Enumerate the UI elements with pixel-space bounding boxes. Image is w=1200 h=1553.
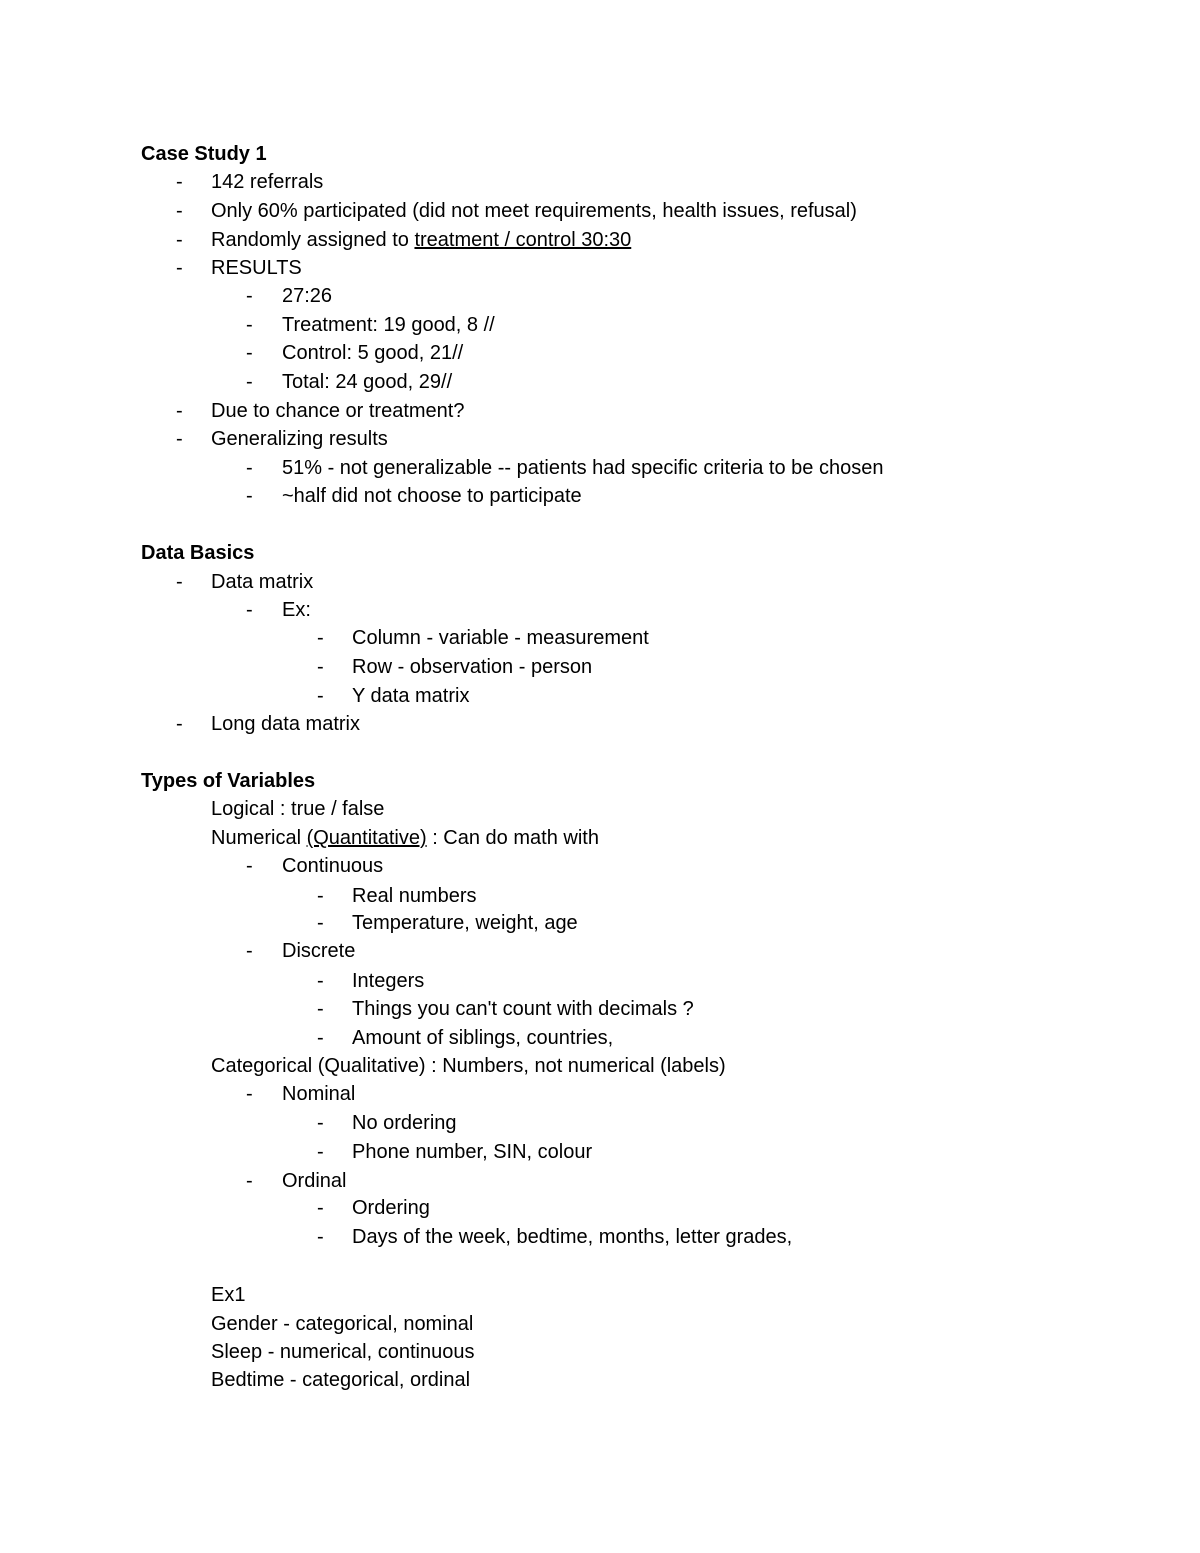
bullet-dash: - xyxy=(246,599,253,621)
bullet-dash: - xyxy=(317,685,324,707)
list-item: Days of the week, bedtime, months, letter grades, xyxy=(352,1226,793,1248)
list-item-text: Randomly assigned to xyxy=(211,229,415,251)
bullet-dash: - xyxy=(317,1027,324,1049)
bullet-dash: - xyxy=(176,571,183,593)
list-item: Ordinal xyxy=(282,1170,347,1192)
bullet-dash: - xyxy=(246,1083,253,1105)
bullet-dash: - xyxy=(176,713,183,735)
list-item: Due to chance or treatment? xyxy=(211,400,465,422)
list-item xyxy=(211,228,631,252)
section-title-types-of-variables: Types of Variables xyxy=(141,770,316,792)
list-item-text: : Can do math with xyxy=(426,827,599,849)
bullet-dash: - xyxy=(176,171,183,193)
list-item: Integers xyxy=(352,970,425,992)
list-item: Ex: xyxy=(282,599,311,621)
section-title-case-study: Case Study 1 xyxy=(141,143,267,165)
bullet-dash: - xyxy=(317,885,324,907)
list-item: Column - variable - measurement xyxy=(352,627,649,649)
example-line: Bedtime - categorical, ordinal xyxy=(211,1369,471,1391)
bullet-dash: - xyxy=(317,627,324,649)
example-line: Sleep - numerical, continuous xyxy=(211,1341,475,1363)
example-label: Ex1 xyxy=(211,1284,246,1306)
bullet-dash: - xyxy=(317,1141,324,1163)
bullet-dash: - xyxy=(176,200,183,222)
list-item: Generalizing results xyxy=(211,428,388,450)
bullet-dash: - xyxy=(246,285,253,307)
list-item: Total: 24 good, 29// xyxy=(282,371,453,393)
bullet-dash: - xyxy=(176,229,183,251)
list-item: Continuous xyxy=(282,855,384,877)
list-item: Phone number, SIN, colour xyxy=(352,1141,593,1163)
bullet-dash: - xyxy=(317,998,324,1020)
list-item: Logical : true / false xyxy=(211,798,385,820)
bullet-dash: - xyxy=(317,656,324,678)
bullet-dash: - xyxy=(176,428,183,450)
list-item: Y data matrix xyxy=(352,685,470,707)
list-item xyxy=(211,826,599,850)
list-item: Temperature, weight, age xyxy=(352,912,578,934)
list-item: Ordering xyxy=(352,1197,430,1219)
bullet-dash: - xyxy=(246,314,253,336)
bullet-dash: - xyxy=(246,855,253,877)
list-item: Data matrix xyxy=(211,571,314,593)
bullet-dash: - xyxy=(246,940,253,962)
bullet-dash: - xyxy=(317,970,324,992)
bullet-dash: - xyxy=(317,1197,324,1219)
underlined-text: (Quantitative) xyxy=(306,827,427,849)
list-item: Categorical (Qualitative) : Numbers, not numerical (labels) xyxy=(211,1055,726,1077)
bullet-dash: - xyxy=(246,457,253,479)
list-item: Only 60% participated (did not meet requirements, health issues, refusal) xyxy=(211,200,857,222)
list-item: Discrete xyxy=(282,940,356,962)
list-item: Things you can't count with decimals ? xyxy=(352,998,694,1020)
underlined-text: treatment / control 30:30 xyxy=(414,229,632,251)
bullet-dash: - xyxy=(176,257,183,279)
bullet-dash: - xyxy=(317,912,324,934)
list-item: Nominal xyxy=(282,1083,356,1105)
list-item: 51% - not generalizable -- patients had specific criteria to be chosen xyxy=(282,457,884,479)
bullet-dash: - xyxy=(317,1112,324,1134)
bullet-dash: - xyxy=(176,400,183,422)
bullet-dash: - xyxy=(246,342,253,364)
bullet-dash: - xyxy=(246,371,253,393)
list-item: 142 referrals xyxy=(211,171,324,193)
bullet-dash: - xyxy=(246,1170,253,1192)
bullet-dash: - xyxy=(317,1226,324,1248)
list-item: ~half did not choose to participate xyxy=(282,485,582,507)
list-item: RESULTS xyxy=(211,257,302,279)
list-item-text: Numerical xyxy=(211,827,307,849)
list-item: No ordering xyxy=(352,1112,457,1134)
list-item: Real numbers xyxy=(352,885,477,907)
example-line: Gender - categorical, nominal xyxy=(211,1313,474,1335)
bullet-dash: - xyxy=(246,485,253,507)
section-title-data-basics: Data Basics xyxy=(141,542,255,564)
list-item: Amount of siblings, countries, xyxy=(352,1027,614,1049)
list-item: Long data matrix xyxy=(211,713,360,735)
list-item: 27:26 xyxy=(282,285,333,307)
list-item: Row - observation - person xyxy=(352,656,593,678)
list-item: Treatment: 19 good, 8 // xyxy=(282,314,495,336)
list-item: Control: 5 good, 21// xyxy=(282,342,464,364)
